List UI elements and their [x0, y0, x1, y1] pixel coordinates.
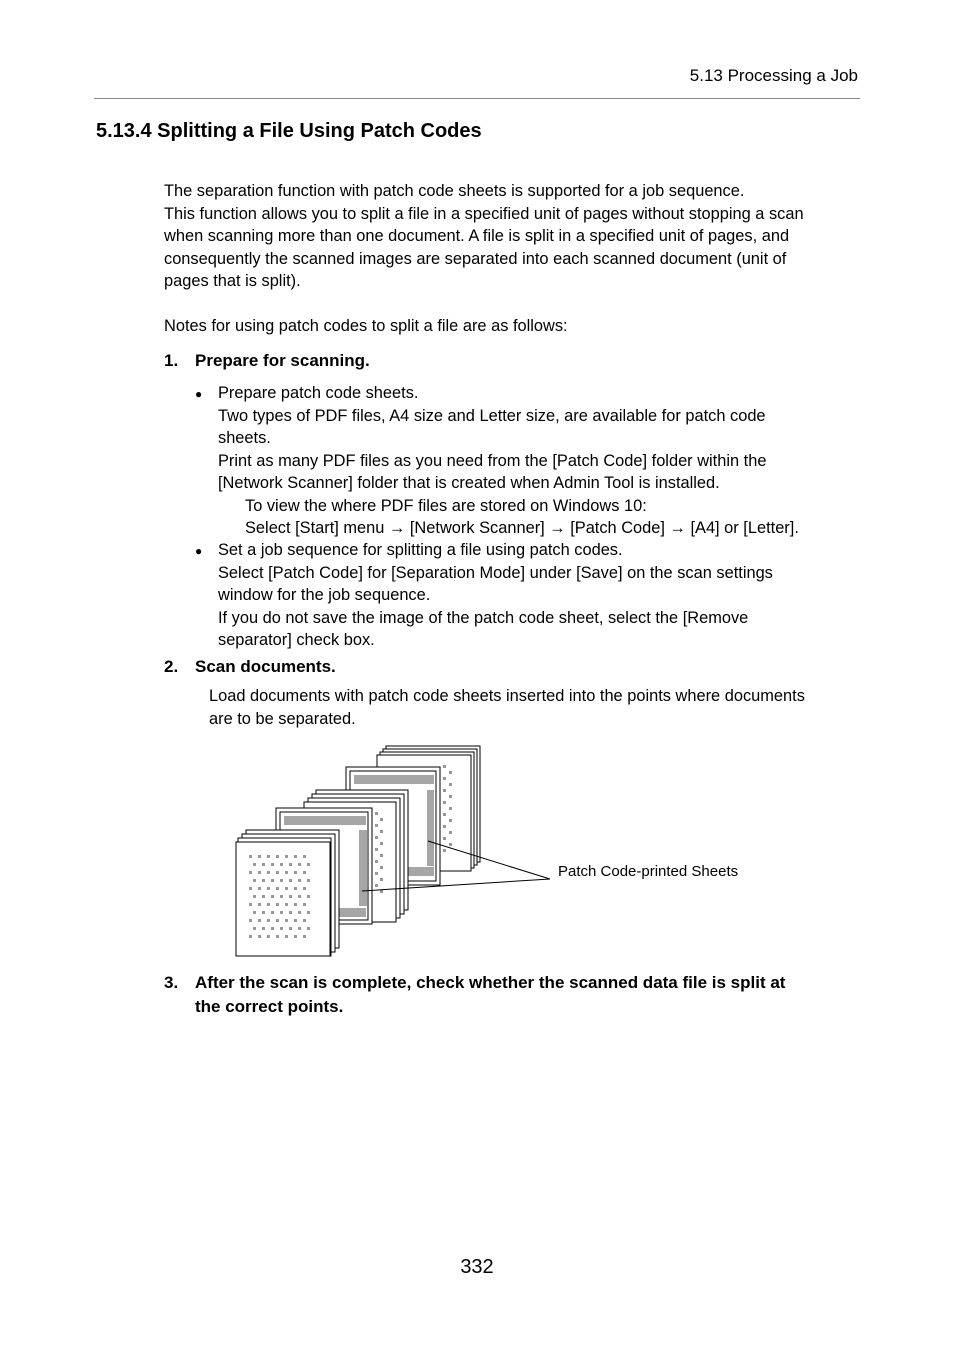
bullet-indented-line: Select [Start] menu → [Network Scanner] → [Patch Code] → [A4] or [Letter].	[245, 519, 799, 537]
section-title: 5.13.4 Splitting a File Using Patch Codes	[96, 120, 482, 142]
intro-line: consequently the scanned images are separated into each scanned document (unit of	[164, 249, 787, 268]
step-title-line: the correct points.	[195, 997, 344, 1016]
intro-paragraph	[164, 180, 864, 293]
notes-paragraph: Notes for using patch codes to split a file are as follows:	[164, 317, 568, 335]
bullet-line: If you do not save the image of the patch code sheet, select the [Remove	[218, 608, 749, 627]
bullet-line: [Network Scanner] folder that is created when Admin Tool is installed.	[218, 474, 720, 492]
intro-line: pages that is split).	[164, 272, 301, 290]
step-2-body	[209, 685, 805, 730]
intro-line: The separation function with patch code sheets is supported for a job sequence.	[164, 182, 745, 200]
bullet-icon: ●	[195, 387, 203, 401]
bullet-line: Prepare patch code sheets.	[218, 384, 419, 402]
intro-line: when scanning more than one document. A file is split in a specified unit of pages, and	[164, 227, 790, 245]
bullet-item-2	[218, 539, 773, 652]
bullet-line: sheets.	[218, 429, 271, 447]
bullet-line: Two types of PDF files, A4 size and Letter size, are available for patch code	[218, 406, 766, 425]
step-number: 3.	[164, 973, 179, 992]
bullet-line: Set a job sequence for splitting a file using patch codes.	[218, 541, 623, 559]
step-body-line: Load documents with patch code sheets inserted into the points where documents	[209, 687, 805, 705]
step-title: Scan documents.	[195, 657, 336, 676]
step-number: 2.	[164, 657, 179, 676]
step-1-heading	[164, 351, 370, 371]
intro-line: This function allows you to split a file in a specified unit of pages without stopping a scan	[164, 204, 804, 223]
bullet-indented-line: To view the where PDF files are stored on Windows 10:	[245, 496, 647, 515]
bullet-icon: ●	[195, 544, 203, 558]
step-title: Prepare for scanning.	[195, 351, 370, 370]
step-title-line: After the scan is complete, check whether the scanned data file is split at	[195, 973, 786, 992]
step-title	[195, 971, 895, 1019]
header-rule	[94, 98, 860, 99]
running-head: 5.13 Processing a Job	[689, 66, 858, 85]
bullet-line: separator] check box.	[218, 631, 375, 649]
bullet-line: window for the job sequence.	[218, 586, 431, 604]
patch-code-sheets-illustration	[230, 740, 560, 965]
step-2-heading	[164, 657, 336, 677]
bullet-line: Select [Patch Code] for [Separation Mode] under [Save] on the scan settings	[218, 563, 773, 582]
step-body-line: are to be separated.	[209, 709, 356, 728]
figure-label: Patch Code-printed Sheets	[558, 863, 739, 880]
page-number: 332	[460, 1256, 494, 1278]
step-number: 1.	[164, 351, 179, 370]
bullet-line: Print as many PDF files as you need from the [Patch Code] folder within the	[218, 451, 767, 470]
bullet-item-1	[218, 382, 799, 540]
